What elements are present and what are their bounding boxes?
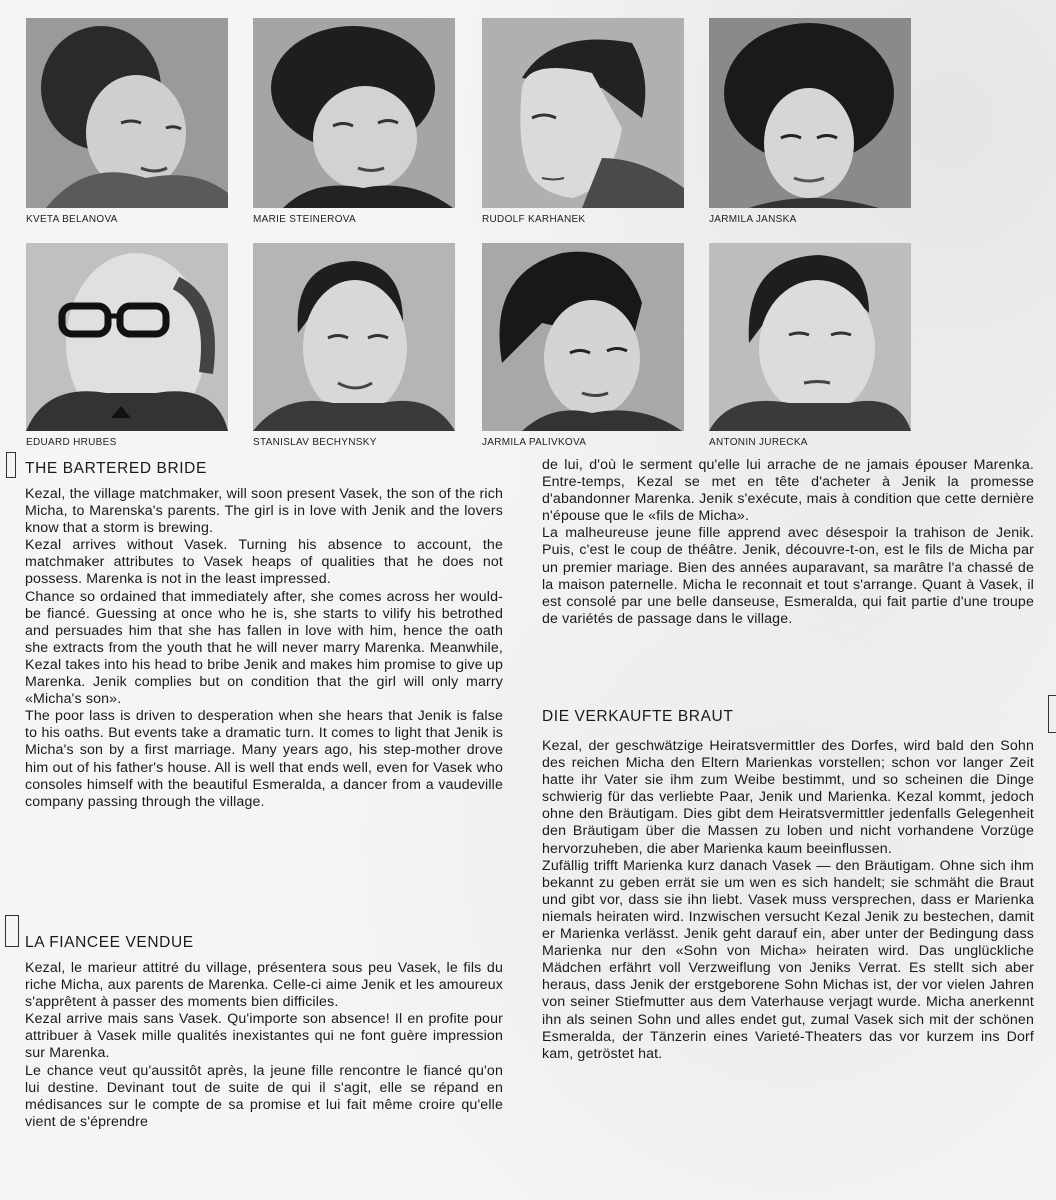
section-title-french: LA FIANCEE VENDUE	[25, 934, 194, 951]
section-title-english: THE BARTERED BRIDE	[25, 460, 207, 477]
man-portrait-icon	[253, 243, 455, 431]
paragraph: Le chance veut qu'aussitôt après, la jeune fille rencontre le fiancé qu'on lui destine. Devinant tout de suite de qui il s'agit, elle se répand en médisances sur le compte de sa promise et lui fait même croire qu'elle vient de s'éprendre	[25, 1062, 503, 1130]
paragraph: Kezal arrives without Vasek. Turning his absence to account, the matchmaker attributes to Vasek heaps of qualities that he does not possess. Marenka is not in the least impressed.	[25, 537, 503, 588]
portrait-card	[26, 18, 228, 225]
paragraph: Zufällig trifft Marienka kurz danach Vasek — den Bräutigam. Ohne sich ihm bekannt zu geben errät sie um wen es sich handelt; sie schmäht die Braut und gibt vor, dass sie ihn liebt. Vasek muss versprechen, dass er Marienka niemals heiraten wird. Inzwischen versucht Kezal Jenik zu bestechen, damit er Marienka verlässt. Jenik geht darauf ein, aber unter der Bedingung dass Marienka nur den «Sohn von Micha» heiraten wird. Das unglückliche Mädchen erfährt voll Verzweiflung von Jeniks Verrat. Es stellt sich aber heraus, dass Jenik der erstgeborene Sohn Michas ist, der vor vielen Jahren von seiner Stiefmutter aus dem Vaterhause verjagt wurde. Micha anerkennt ihn als seinen Sohn und alles endet gut, zumal Vasek sich mit der schönen Esmeralda, der Tänzerin eines Varieté-Theaters das vor kurzem ins Dorf kam, getröstet hat.	[542, 857, 1034, 1062]
woman-portrait-icon	[26, 18, 228, 208]
woman-portrait-icon	[253, 18, 455, 208]
section-title-german: DIE VERKAUFTE BRAUT	[542, 708, 734, 725]
french-section	[25, 934, 503, 1131]
margin-edge-mark	[1048, 695, 1056, 733]
portrait-photo-jarmila-palivkova	[482, 243, 684, 431]
portrait-card	[26, 243, 228, 448]
portrait-photo-jarmila-janska	[709, 18, 911, 208]
paragraph: de lui, d'où le serment qu'elle lui arrache de ne jamais épouser Marenka. Entre-temps, Kezal se met en tête d'acheter à Jenik la promesse d'abandonner Marenka. Jenik s'exécute, mais à condition que cette dernière n'épouse que le «fils de Micha».	[542, 457, 1034, 525]
paragraph: The poor lass is driven to desperation when she hears that Jenik is false to his oaths. But events take a dramatic turn. It comes to light that Jenik is Micha's son by a first marriage. Many years ago, his step-mother drove him out of his father's house. All is well that ends well, even for Vasek who consoles himself with the beautiful Esmeralda, a dancer from a vaudeville company passing through the village.	[25, 708, 503, 810]
portrait-caption: STANISLAV BECHYNSKY	[253, 437, 377, 448]
portrait-card	[253, 243, 455, 448]
portrait-card	[709, 243, 911, 448]
portrait-caption: JARMILA PALIVKOVA	[482, 437, 587, 448]
portrait-caption: EDUARD HRUBES	[26, 437, 117, 448]
man-portrait-icon	[709, 243, 911, 431]
portrait-photo-rudolf-karhanek	[482, 18, 684, 208]
man-portrait-icon	[482, 18, 684, 208]
paragraph: Kezal, the village matchmaker, will soon present Vasek, the son of the rich Micha, to Marenska's parents. The girl is in love with Jenik and the lovers know that a storm is brewing.	[25, 486, 503, 537]
man-portrait-icon	[26, 243, 228, 431]
french-continuation	[542, 457, 1034, 628]
paragraph: Kezal, der geschwätzige Heiratsvermittler des Dorfes, wird bald den Sohn des reichen Micha den Eltern Marienkas vorstellen; schon vor langer Zeit hatte ihr Vater sie ihm zum Weibe bestimmt, und so scheinen die Dinge schwierig für das verliebte Paar, Jenik und Marienka. Kezal kommt, jedoch ohne den Bräutigam. Dies gibt dem Heiratsvermittler jedenfalls Gelegenheit den Bräutigam über die Massen zu loben und nicht vorhandene Vorzüge hervorzuheben, die aber Marienka kaum beeinflussen.	[542, 738, 1034, 857]
portrait-photo-stanislav-bechynsky	[253, 243, 455, 431]
paragraph: Kezal arrive mais sans Vasek. Qu'importe son absence! Il en profite pour attribuer à Vasek mille qualités inexistantes qui ne font guère impression sur Marenka.	[25, 1011, 503, 1062]
margin-box-mark	[5, 915, 19, 947]
portrait-photo-antonin-jurecka	[709, 243, 911, 431]
portrait-photo-eduard-hrubes	[26, 243, 228, 431]
portrait-photo-kveta-belanova	[26, 18, 228, 208]
portrait-caption: MARIE STEINEROVA	[253, 214, 356, 225]
paragraph: La malheureuse jeune fille apprend avec désespoir la trahison de Jenik. Puis, c'est le coup de théâtre. Jenik, découvre-t-on, est le fils de Micha par un premier mariage. Bien des années auparavant, sa marâtre l'a chassé de la maison paternelle. Micha le reconnait et tout s'arrange. Quant à Vasek, il est consolé par une belle danseuse, Esmeralda, qui fait partie d'une troupe de variétés de passage dans le village.	[542, 525, 1034, 627]
portrait-photo-marie-steinerova	[253, 18, 455, 208]
english-section	[25, 460, 503, 811]
woman-portrait-icon	[482, 243, 684, 431]
paragraph: Kezal, le marieur attitré du village, présentera sous peu Vasek, le fils du riche Micha, aux parents de Marenka. Celle-ci aime Jenik et les amoureux s'apprêtent à passer des moments bien difficiles.	[25, 960, 503, 1011]
german-section	[542, 708, 1034, 1063]
portrait-caption: RUDOLF KARHANEK	[482, 214, 586, 225]
paragraph: Chance so ordained that immediately after, she comes across her would-be fiancé. Guessing at once who he is, she starts to vilify his betrothed and persuades him that she has fallen in love with him, hence the oath she extracts from the youth that he will never marry Marenka. Meanwhile, Kezal takes into his head to bribe Jenik and makes him promise to give up Marenka. Jenik complies but on condition that the girl will only marry «Micha's son».	[25, 588, 503, 708]
portrait-caption: JARMILA JANSKA	[709, 214, 797, 225]
portrait-card	[253, 18, 455, 225]
portrait-card	[482, 243, 684, 448]
portrait-caption: ANTONIN JURECKA	[709, 437, 808, 448]
margin-bracket-mark	[6, 452, 16, 478]
woman-portrait-icon	[709, 18, 911, 208]
portrait-caption: KVETA BELANOVA	[26, 214, 118, 225]
portrait-card	[709, 18, 911, 225]
portrait-card	[482, 18, 684, 225]
